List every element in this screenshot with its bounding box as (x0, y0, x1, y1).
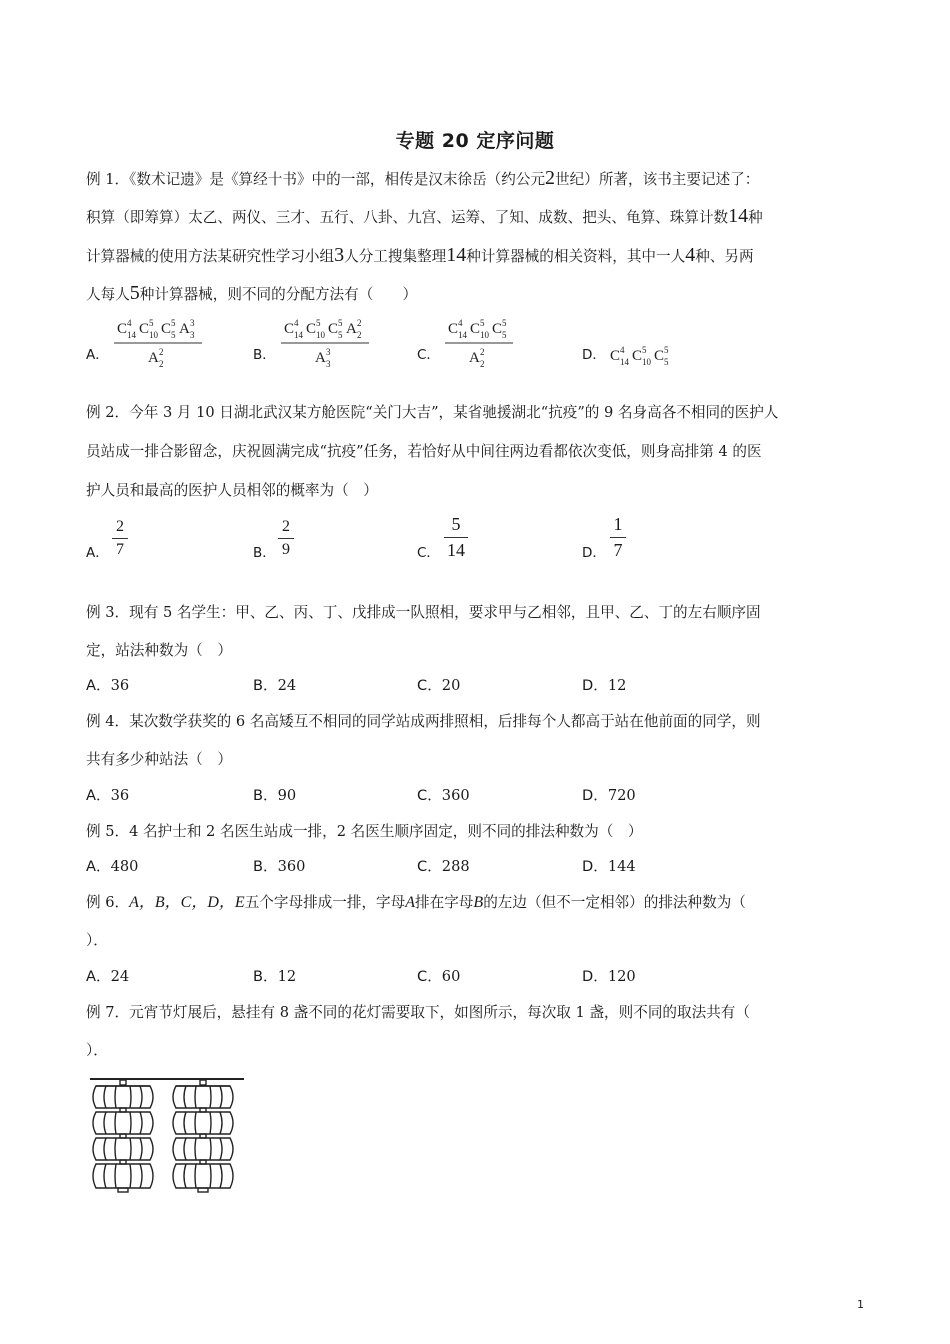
fraction (112, 518, 128, 559)
lantern-icon (93, 1080, 153, 1108)
q3-option-b[interactable] (253, 676, 296, 696)
svg-text:5: 5 (338, 318, 343, 328)
svg-text:5: 5 (480, 318, 485, 328)
option-value: 20 (441, 677, 461, 694)
fraction-denominator: 14 (447, 540, 465, 560)
q3-option-a[interactable] (86, 676, 129, 696)
q5-option-d[interactable] (582, 857, 636, 877)
svg-text:C: C (161, 321, 172, 337)
option-value: 144 (607, 858, 636, 875)
option-label: D． (582, 677, 608, 694)
option-label: B． (253, 968, 278, 985)
option-value: 12 (277, 968, 297, 985)
q5-option-b[interactable] (253, 857, 305, 877)
option-label: A． (86, 545, 109, 561)
fraction-numerator: 2 (116, 518, 124, 535)
q3-line-1: 例 3．现有 5 名学生：甲、乙、丙、丁、戊排成一队照相，要求甲与乙相邻，且甲、乙、丁的左右顺序固 (86, 604, 761, 621)
svg-text:4: 4 (620, 345, 625, 355)
q1-option-b-formula (277, 316, 417, 372)
q1-option-d-formula (606, 316, 726, 372)
lantern-icon (173, 1160, 233, 1192)
svg-text:2: 2 (480, 347, 485, 357)
svg-text:C: C (117, 321, 128, 337)
option-label: D． (582, 968, 608, 985)
q1-line-2 (86, 206, 866, 228)
q1-line-4 (86, 283, 866, 305)
svg-text:2: 2 (159, 359, 164, 369)
svg-text:4: 4 (127, 318, 132, 328)
option-label: A． (86, 858, 111, 875)
q6-option-d[interactable] (582, 967, 636, 987)
option-label: D． (582, 545, 606, 561)
q6-option-b[interactable] (253, 967, 296, 987)
q4-option-d[interactable] (582, 786, 636, 806)
q4-option-c[interactable] (417, 786, 470, 806)
q5-line-1: 例 5．4 名护士和 2 名医生站成一排，2 名医生顺序固定，则不同的排法种数为（ ） (86, 823, 643, 840)
q1-text: 计算器械的使用方法某研究性学习小组 (86, 248, 335, 265)
q1-number: 14 (446, 244, 467, 266)
q1-text: 种计算器械，则不同的分配方法有（ ） (139, 286, 418, 303)
q1-number: 4 (685, 244, 696, 266)
fraction (610, 514, 626, 561)
page-number: 1 (857, 1298, 864, 1311)
option-value: 90 (277, 787, 297, 804)
fraction-numerator: 2 (282, 518, 290, 535)
q6-option-c[interactable] (417, 967, 460, 987)
q1-number: 3 (334, 244, 345, 266)
lantern-icon (93, 1134, 153, 1160)
svg-text:5: 5 (316, 318, 321, 328)
lantern-icon (93, 1108, 153, 1134)
fraction-bar (112, 538, 128, 539)
option-label: A． (86, 677, 111, 694)
svg-text:4: 4 (294, 318, 299, 328)
svg-text:A: A (179, 321, 190, 337)
option-value: 24 (110, 968, 130, 985)
svg-text:3: 3 (190, 318, 195, 328)
fraction-numerator: 1 (613, 514, 623, 534)
option-label: C． (417, 968, 442, 985)
option-value: 60 (441, 968, 461, 985)
q6-text: 排在字母 (415, 894, 474, 911)
fraction-numerator: 5 (451, 514, 461, 534)
option-label: B． (253, 787, 278, 804)
option-value: 120 (607, 968, 636, 985)
option-value: 12 (607, 677, 627, 694)
svg-text:10: 10 (149, 330, 158, 340)
option-label: B． (253, 858, 278, 875)
svg-text:C: C (654, 348, 665, 364)
svg-text:3: 3 (190, 330, 195, 340)
svg-text:C: C (610, 348, 621, 364)
svg-text:5: 5 (502, 330, 507, 340)
option-label: D． (582, 347, 606, 363)
q1-number: 5 (129, 282, 140, 304)
fraction-denominator: 9 (282, 541, 290, 558)
svg-text:C: C (492, 321, 503, 337)
q1-options (86, 316, 866, 369)
page-title: 专题 20 定序问题 (395, 130, 555, 152)
q1-number: 2 (545, 167, 556, 189)
svg-text:5: 5 (149, 318, 154, 328)
svg-text:2: 2 (480, 359, 485, 369)
svg-text:5: 5 (171, 318, 176, 328)
svg-text:5: 5 (338, 330, 343, 340)
option-label: B． (253, 347, 276, 363)
option-label: C． (417, 858, 442, 875)
q1-text: 人分工搜集整理 (344, 248, 447, 265)
svg-text:5: 5 (642, 345, 647, 355)
q6-letter-a: A (405, 894, 416, 911)
option-label: A． (86, 347, 109, 363)
lantern-icon (173, 1080, 233, 1108)
option-label: C． (417, 347, 440, 363)
svg-text:5: 5 (664, 357, 669, 367)
q1-line-3 (86, 245, 866, 267)
svg-text:2: 2 (159, 347, 164, 357)
svg-text:5: 5 (664, 345, 669, 355)
svg-text:4: 4 (458, 318, 463, 328)
q1-option-a-formula (110, 316, 250, 372)
q1-option-c-formula (441, 316, 561, 372)
option-value: 720 (607, 787, 636, 804)
q6-letters: A，B，C，D，E (129, 894, 245, 911)
lantern-icon (93, 1160, 153, 1192)
svg-text:C: C (632, 348, 643, 364)
option-value: 288 (441, 858, 470, 875)
svg-text:14: 14 (127, 330, 136, 340)
option-label: B． (253, 545, 276, 561)
lantern-icon (173, 1134, 233, 1160)
q6-text: 例 6． (86, 894, 130, 911)
svg-text:10: 10 (642, 357, 651, 367)
svg-text:10: 10 (316, 330, 325, 340)
option-value: 480 (110, 858, 139, 875)
q4-option-b[interactable] (253, 786, 296, 806)
option-value: 24 (277, 677, 297, 694)
q1-text: 例 1．《数术记遗》是《算经十书》中的一部，相传是汉末徐岳（约公元 (86, 171, 546, 188)
q1-text: 积算（即筹算）太乙、两仪、三才、五行、八卦、九宫、运筹、了知、成数、把头、龟算、珠算计数 (86, 209, 729, 226)
lantern-icon (173, 1108, 233, 1134)
q1-number: 14 (728, 205, 749, 227)
q4-line-1: 例 4．某次数学获奖的 6 名高矮互不相同的同学站成两排照相，后排每个人都高于站在他前面的同学，则 (86, 713, 761, 730)
q6-text: 五个字母排成一排，字母 (244, 894, 406, 911)
svg-text:C: C (470, 321, 481, 337)
option-value: 360 (277, 858, 306, 875)
q3-option-c[interactable] (417, 676, 460, 696)
q1-text: 世纪）所著，该书主要记述了： (555, 171, 760, 188)
q3-line-2: 定，站法种数为（ ） (86, 642, 232, 659)
svg-text:3: 3 (326, 359, 331, 369)
option-value: 360 (441, 787, 470, 804)
q1-text: 种计算器械的相关资料，其中一人 (466, 248, 686, 265)
option-label: C． (417, 545, 440, 561)
svg-text:A: A (346, 321, 357, 337)
q2-line-2: 员站成一排合影留念，庆祝圆满完成“抗疫”任务，若恰好从中间往两边看都依次变低，则身高排第 4 的医 (86, 443, 762, 460)
q4-line-2: 共有多少种站法（ ） (86, 751, 232, 768)
q5-option-c[interactable] (417, 857, 470, 877)
option-label: A． (86, 968, 111, 985)
svg-text:3: 3 (326, 347, 331, 357)
option-label: A． (86, 787, 111, 804)
svg-text:C: C (139, 321, 150, 337)
svg-text:C: C (306, 321, 317, 337)
q2-line-1: 例 2．今年 3 月 10 日湖北武汉某方舱医院“关门大吉”，某省驰援湖北“抗疫”的 9 名身高各不相同的医护人 (86, 404, 779, 421)
fraction-bar (278, 538, 294, 539)
svg-text:10: 10 (480, 330, 489, 340)
svg-text:C: C (328, 321, 339, 337)
fraction-bar (444, 537, 468, 538)
lantern-figure (88, 1073, 248, 1208)
option-label: D． (582, 858, 608, 875)
option-label: D． (582, 787, 608, 804)
fraction-denominator: 7 (613, 540, 623, 560)
q5-option-a[interactable] (86, 857, 138, 877)
q1-text: 人每人 (86, 286, 130, 303)
q6-line-1 (86, 893, 866, 913)
option-label: C． (417, 677, 442, 694)
q7-line-2: ）． (86, 1042, 108, 1059)
q2-line-3: 护人员和最高的医护人员相邻的概率为（ ） (86, 482, 378, 499)
svg-text:2: 2 (357, 330, 362, 340)
option-label: C． (417, 787, 442, 804)
q1-line-1 (86, 168, 866, 190)
svg-text:14: 14 (294, 330, 303, 340)
svg-text:14: 14 (458, 330, 467, 340)
svg-text:A: A (148, 350, 159, 366)
svg-text:C: C (284, 321, 295, 337)
q2-options (86, 514, 866, 564)
q1-text: 种、另两 (695, 248, 754, 265)
q6-line-2: ）． (86, 932, 108, 949)
q3-option-d[interactable] (582, 676, 626, 696)
svg-text:5: 5 (171, 330, 176, 340)
svg-text:14: 14 (620, 357, 629, 367)
q6-text: 的左边（但不一定相邻）的排法种数为（ (483, 894, 746, 911)
q6-option-a[interactable] (86, 967, 129, 987)
q4-option-a[interactable] (86, 786, 129, 806)
q7-line-1: 例 7．元宵节灯展后，悬挂有 8 盏不同的花灯需要取下，如图所示，每次取 1 盏，则不同的取法共有（ (86, 1004, 750, 1021)
svg-text:2: 2 (357, 318, 362, 328)
option-label: B． (253, 677, 278, 694)
q1-text: 种 (748, 209, 763, 226)
svg-text:C: C (448, 321, 459, 337)
fraction-denominator: 7 (116, 541, 124, 558)
svg-text:5: 5 (502, 318, 507, 328)
fraction (444, 514, 468, 561)
svg-text:A: A (469, 350, 480, 366)
option-value: 36 (110, 677, 130, 694)
fraction-bar (610, 537, 626, 538)
svg-text:A: A (315, 350, 326, 366)
fraction (278, 518, 294, 559)
option-value: 36 (110, 787, 130, 804)
q6-letter-b: B (473, 894, 484, 911)
